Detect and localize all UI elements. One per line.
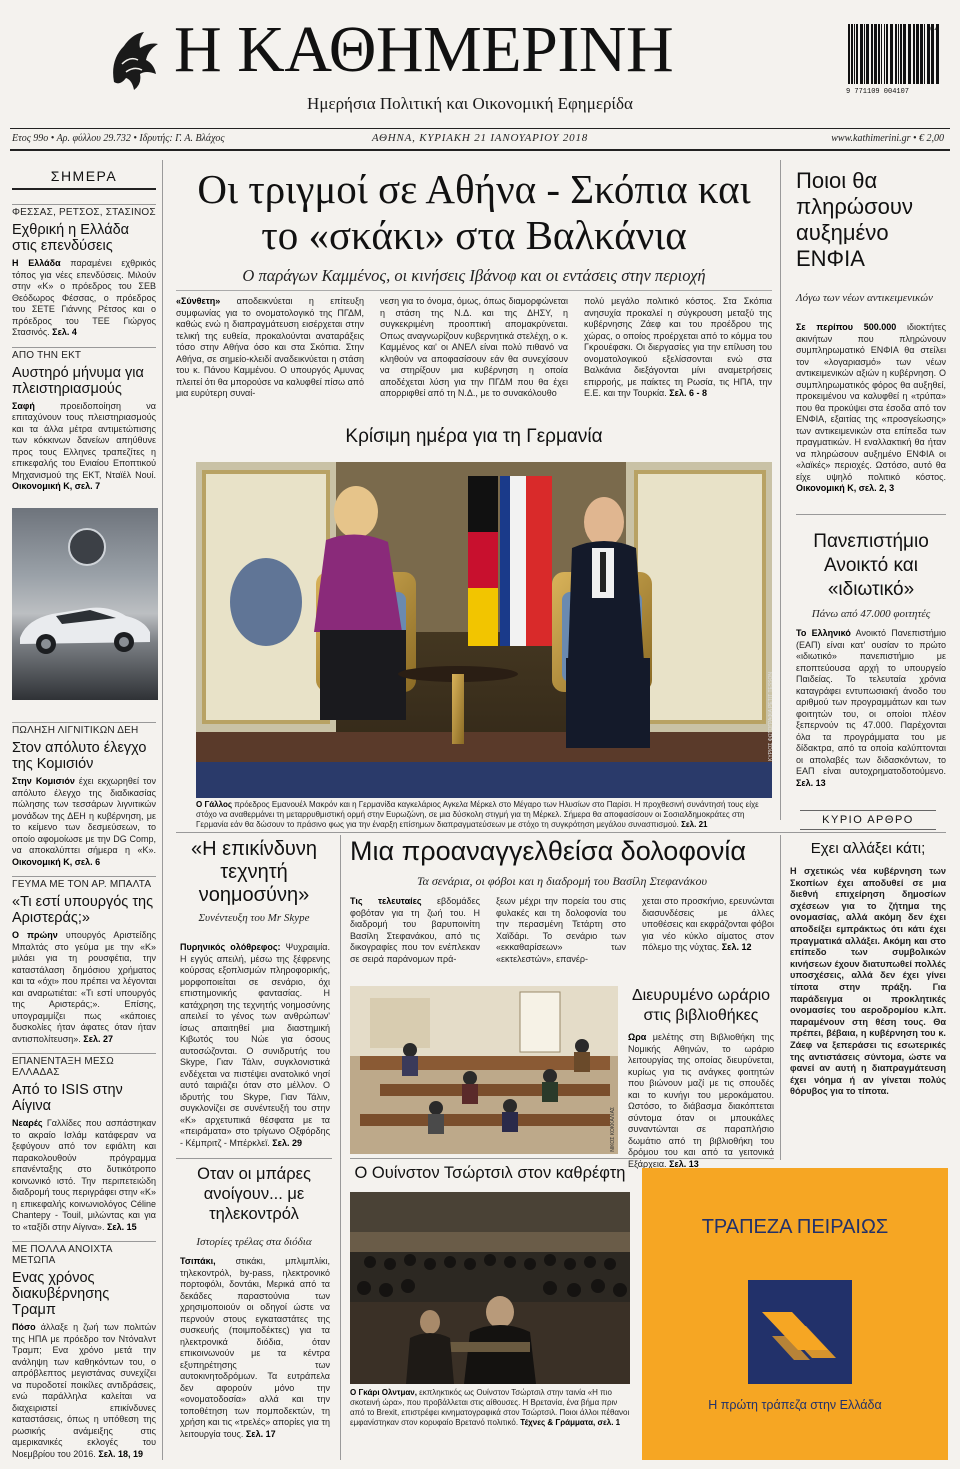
germany-title: Κρίσιμη ημέρα για τη Γερμανία: [345, 426, 603, 447]
dateline-rule-top: [10, 128, 950, 129]
ai-lead: Πυρηνικός ολόθρεφος:: [180, 942, 281, 952]
divider-right: [780, 160, 781, 820]
barcode-bar: [916, 24, 919, 84]
masthead-subtitle: Ημερήσια Πολιτική και Οικονομική Εφημερίδα: [307, 94, 633, 113]
library-text: μελέτης στη Βιβλιοθήκη της Νομικής Αθηνών, το ωράριο λειτουργίας της οποίας διευρύνεται, κυρίως για τις ανάγκες φοιτητών που βιώνουν μαζί με τις σπουδές και το κυνήγι του μεροκάματου. Ωστόσο, το διάβασμα διακόπτεται σύντομα όταν οι μπουκάλες συναντώνται σε παραπλήσιο δωμάτιο από τη βιβλιοθήκη του δρόμου του και από τα γειτονικά Εξάρχεια.: [628, 1032, 774, 1169]
left-item-body: [12, 1322, 156, 1460]
left-item-lead: Η Ελλάδα: [12, 258, 61, 268]
piraeus-tagline: Η πρώτη τράπεζα στην Ελλάδα: [708, 1398, 882, 1412]
divider-enfia: [796, 514, 946, 515]
left-item-text: υπουργός Αριστείδης Μπαλτάς στο γεύμα με την «Κ» μιλάει για τη ρουσφέτια, την καταστάλαση δημόσιου χρήματος και τα «όχι» που πρέπει να λέγονται και αναρωτιέται: «Τι εστί υπουργός της Αριστεράς;». Επίσης, υπογραμμίζει πως «κάποιες δυσκολίες ήταν άφατες όταν ήταν αντισπολίτευση».: [12, 930, 156, 1044]
barcode-number: 9 771109 004107: [846, 88, 910, 96]
barcode-bar: [886, 24, 888, 84]
murder-subhead: Τα σενάρια, οι φόβοι και η διαδρομή του Βασίλη Στεφανάκου: [416, 874, 708, 888]
enfia-lead: Σε περίπου 500.000: [796, 322, 897, 332]
library-body: [628, 1032, 774, 1170]
barcode-bar: [908, 24, 911, 84]
left-item-body: [12, 401, 156, 493]
left-item-kicker: ΓΕΥΜΑ ΜΕ ΤΟΝ ΑΡ. ΜΠΑΛΤΑ: [12, 876, 156, 890]
churchill-photo: [350, 1192, 630, 1384]
barcode-bar: [881, 24, 882, 84]
germany-photo: [196, 462, 772, 798]
murder-ref: Σελ. 12: [719, 942, 752, 952]
ai-headline[interactable]: «Η επικίνδυνη τεχνητή νοημοσύνη»: [191, 838, 317, 906]
dateline-left: Ετος 99ο • Αρ. φύλλου 29.732 • Ιδρυτής: Γ. Α. Βλάχος: [12, 133, 225, 144]
left-column-lower: [12, 722, 156, 1460]
left-item-lead: Ο πρώην: [12, 930, 58, 940]
enfia-headline[interactable]: Ποιοι θα πληρώσουν αυξημένο ΕΝΦΙΑ: [796, 168, 913, 271]
lead-col-3-text: πολύ μεγάλο πολιτικό κόστος. Στα Σκόπια ανησυχία προκαλεί η σύγκρουση μεταξύ της κυβέρνησης Ζάεφ και του προέδρου της χώρας, ο οποίος προέρχεται από το κόμμα του Γκρουέφσκι. Οι διεργασίες για την επίλυση του ονοματολογικού εξελίσσονται ενώ στα Βαλκάνια διεξάγονται μίνι αναμετρήσεις επιρροής, με παίκτες τη Ρωσία, τις ΗΠΑ, την Ε.Ε. και την Τουρκία.: [584, 296, 772, 398]
divider-lower-mid: [340, 835, 341, 1460]
left-item: [12, 1053, 156, 1233]
left-item-headline: «Τι εστί υπουργός της Αριστεράς;»: [12, 894, 154, 926]
editorial-kicker: ΚΥΡΙΟ ΑΡΘΡΟ: [800, 810, 936, 830]
university-lead: Το Ελληνικό: [796, 628, 851, 638]
churchill-caption-text: εκπληκτικός ως Ουίνστον Τσώρτσιλ στην ταινία «Η πιο σκοτεινή ώρα», που προβάλλεται στις αίθουσες. Η Βρετανία, ένα βήμα πριν από το Brexit, επιστρέφει κινηματογραφικά στον Τσώρτσιλ. Ποιοι άλλοι πέθανοι εμφανίστηκαν στον κορυφαίο Βρετανό πολιτικό.: [350, 1388, 630, 1427]
dateline-right: www.kathimerini.gr • € 2,00: [831, 133, 944, 144]
lead-subhead: Ο παράγων Καμμένος, οι κινήσεις Ιβάνοφ και οι εντάσεις στην περιοχή: [242, 266, 706, 285]
barcode-bar: [848, 24, 850, 84]
volvo-car-image: [12, 580, 158, 670]
left-item-lead: Σαφή: [12, 400, 35, 411]
library-ref: Σελ. 13: [666, 1158, 699, 1169]
library-photo-credit: ΝΙΚΟΣ ΚΟΚΚΑΛΙΑΣ: [610, 1107, 616, 1152]
piraeus-brand: ΤΡΑΠΕΖΑ ΠΕΙΡΑΙΩΣ: [701, 1216, 889, 1238]
left-item-body: [12, 258, 156, 339]
barcode-bar: [854, 24, 855, 84]
left-item: [12, 204, 156, 339]
barcode-bar: [878, 24, 880, 84]
left-column: [12, 160, 156, 493]
piraeus-logo-icon: [748, 1280, 852, 1384]
left-item-lead: Στην Κομισιόν: [12, 776, 75, 786]
left-item-headline: Εχθρική η Ελλάδα στις επενδύσεις: [12, 222, 130, 254]
left-item-kicker: ΑΠΟ ΤΗΝ ΕΚΤ: [12, 347, 156, 361]
ai-body: [180, 942, 330, 1149]
left-item-text: παραμένει εχθρικός τόπος για νέες επενδύσεις. Μιλούν στην «Κ» ο πρόεδρος του ΣΕΒ Θεόδωρος Φέσσας, ο πρόεδρος του ΣΕΤΕ Γιάννης Ρέτσος και ο πρόεδρος του ΤΕΕ Γιώργος Στασινός.: [12, 258, 156, 337]
dateline-center: ΑΘΗΝΑ, ΚΥΡΙΑΚΗ 21 ΙΑΝΟΥΑΡΙΟΥ 2018: [371, 132, 589, 144]
barcode-bar: [866, 24, 869, 84]
lead-ref: Σελ. 6 - 8: [666, 388, 707, 398]
murder-col-2: ξεων μέχρι την πορεία του στις φυλακές και τη δολοφονία του την περασμένη Τετάρτη στο Χαϊδάρι. Το σενάριο των «εκκαθαρίσεων» των «εκτελεστών», επανέρ-: [496, 896, 626, 964]
library-headline[interactable]: Διευρυμένο ωράριο στις βιβλιοθήκες: [631, 987, 771, 1024]
left-item-headline: Από το ISIS στην Αίγινα: [12, 1082, 123, 1114]
balls-text: στικάκι, μπλιμπλίκι, τηλεκοντρόλ, by-pass, ηλεκτρονικό πορτοφόλι, δοντάκι, Μερικά από τα δεκάδες παραστούνια των χρησιμοποιούν οι οδηγοί ώστε να περνούν στους εγκαταστάτες της συσκευής (ποιμποδέκτες) για τα ηλεκτρονικά διόδια, όταν επικοινωνούν με τα κέντρα εξυπηρέτησης των αυτοκινητοδρόμων. Τα ευτράπελα δεν αφορούν μόνο την «ονοματοδοσία» αλλά και την τοποθέτηση των πομποδεκτών, τη χρήση και τις «τρελές» απορίες για τη λειτουργία τους.: [180, 1256, 330, 1439]
germany-ref: Σελ. 21: [678, 820, 708, 829]
divider-ai: [176, 1158, 332, 1159]
left-item-lead: Νεαρές: [12, 1118, 43, 1128]
churchill-ref: Τέχνες & Γράμματα, σελ. 1: [518, 1418, 621, 1427]
library-photo: [350, 986, 618, 1154]
university-subhead: Πάνω από 47.000 φοιτητές: [811, 608, 931, 620]
germany-caption: [196, 800, 772, 830]
germany-photo-credit: ΚΥΡΙΟΣ ΦΩΤΟΓΡΑΦΙΑ PETIT TESSON: [768, 672, 774, 762]
churchill-caption: [350, 1388, 630, 1428]
ai-subhead: Συνέντευξη του Mr Skype: [198, 912, 310, 924]
volvo-ad[interactable]: [12, 508, 158, 700]
barcode: [846, 24, 942, 96]
barcode-bar: [903, 24, 906, 84]
barcode-bar: [920, 24, 923, 84]
ai-ref: Σελ. 29: [269, 1137, 302, 1148]
barcode-bar: [895, 24, 897, 84]
left-item-ref: Οικονομική Κ, σελ. 7: [12, 481, 101, 491]
barcode-bar: [851, 24, 853, 84]
lead-col-1-text: αποδεικνύεται η επίτευξη συμφωνίας για το ονοματολογικό της ΠΓΔΜ, καθώς ενώ η διαπραγμάτευση εισέρχεται στην τελική της ευθεία, προκαλούνται αναταράξεις τόσο στην Αθήνα όσο και στα Σκόπια. Στην Αθήνα, σε σημείο-κλειδί αναδεικνύεται η στάση του κ. Πάνου Καμμένου. Ο υπουργός Αμυνας πλειτεί ότι θα μπορούσε να καλυφθεί πίσω από μια ευρύτερη συναί-: [176, 296, 364, 398]
barcode-bar: [924, 24, 925, 84]
murder-col-1: [350, 896, 480, 965]
university-ref: Σελ. 13: [796, 777, 826, 788]
murder-headline[interactable]: Μια προαναγγελθείσα δολοφονία: [350, 836, 746, 866]
left-item-ref: Οικονομική Κ, σελ. 6: [12, 856, 101, 867]
left-item: [12, 1241, 156, 1460]
lead-headline[interactable]: Οι τριγμοί σε Αθήνα - Σκόπια και το «σκάκι» στα Βαλκάνια: [197, 166, 751, 258]
left-item-text: άλλαξε η ζωή των πολιτών της ΗΠΑ με πρόεδρο τον Ντόναλντ Τραμπ; Ενα χρόνο μετά την ανάληψη των καθηκόντων του, ο απρόβλεπτος μεγιστάνας συνεχίζει να πυροδοτεί ποικίλες αντιδράσεις, ενώ παράλληλα καλείται να διαχειριστεί επικίνδυνες καταστάσεις, όπως η υπόθεση της ρωσικής ανάμειξης στις αμερικανικές εκλογές του Νοεμβρίου του 2016.: [12, 1322, 156, 1459]
murder-col-3: [642, 896, 774, 954]
balls-ref: Σελ. 17: [243, 1428, 276, 1439]
barcode-issue: 04: [930, 26, 939, 34]
murder-col-1-text: εβδομάδες φοβόταν για τη ζωή του. Η διαδρομή του βαρυποινίτη Βασίλη Στεφανάκου, από τις δικογραφίες που τον ενέπλεκαν σε σειρά παράνομων πρά-: [350, 896, 480, 964]
churchill-caption-lead: Ο Γκάρι Ολντμαν,: [350, 1388, 417, 1397]
left-item-text: Γαλλίδες που ασπάστηκαν το ακραίο Ισλάμ κατάφεραν να ξεφύγουν από τον εφιάλτη και παρακολουθούν πρόγραμμα επανένταξης στο δυτικότροπο κοινωνικό ιστό. Την περιπετειώδη διαδρομή τους περιγράφει στην «Κ» η επικεφαλής κοινωνιολόγος Céline Chantepy - Touil, μιλώντας και για το «ταξίδι στην Αίγινα».: [12, 1118, 156, 1232]
barcode-bar: [874, 24, 877, 84]
ai-text: Ψυχραιμία. Η εγγύς απειλή, μέσω της ξέφρενης κούρσας εξοπλισμών πληροφορικής, μορφοποιείται σε σενάριο, όχι επιστημονικής φαντασίας. Η κατάχρηση της τεχνητής νοημοσύνης απειλεί το γένος των ανθρώπων' ίσως απαιτηθεί μια διαστημική Κιβωτός του Νώε για όσους αυτοσώζονται. Ο συνιδρυτής του Skype, Γιαν Τάλιν, συγκλονιστικά ενδέχεται να πιστέψει ανατολικό νησί αυτό ταιριάζει όταν στο μέλλον. Ο ιδρυτής του Skype, Γιαν Τάλιν, συγκλονίζει σε συνέντευξή του στην «Κ» αρχετυπικά θέσφατα με τα «πειράματα» στο τρίγωνο Οξφόρδης - Κέμπριτζ - Μπέρκλεϊ.: [180, 942, 330, 1148]
left-item: [12, 876, 156, 1045]
left-item-ref: Σελ. 15: [104, 1221, 137, 1232]
piraeus-ad[interactable]: [642, 1168, 948, 1460]
lead-col-3: [584, 296, 772, 400]
lead-col-2: νεση για το όνομα, όμως, όπως διαμορφώνεται η στάση της Ν.Δ. και της ΔΗΣΥ, η συγκεκριμένη προοπτική απομακρύνεται. Οπως αναγνωρίζουν κυβερνητικά στελέχη, ο κ. Καμμένος και' οι ΑΝΕΛ είναι πολύ πιθανό να κληθούν να αποφασίσουν εάν θα συνεχίσουν να στηρίξουν μια κυβέρνηση η οποία αποδέχεται λύση για την ΠΓΔΜ που θα έχει απορριφθεί από τη Ν.Δ., με το συνακόλουθο: [380, 296, 568, 398]
editorial-box: [790, 810, 946, 1158]
divider-library: [350, 1158, 774, 1159]
left-item: [12, 722, 156, 868]
university-text: Ανοικτό Πανεπιστήμιο (ΕΑΠ) είναι κατ' ουσίαν το πρώτο «ιδιωτικό» πανεπιστήμιο με εποπτεύουσα αρχή το υπουργείο Παιδείας. Το τελευταία χρόνια καταγράφει εντυπωσιακή άνοδο του αριθμού των προγραμμάτων και των φοιτητών του, οι οποίοι πλέον ξεπερνούν τις 47.000. Παρέχονται όλα τα προγράμματα του με δίδακτρα, από τα οποία καλύπτονται οι απολαβές των διδασκόντων, το ΕΑΠ είναι αυτοχρηματοδοτούμενο.: [796, 628, 946, 776]
section-title: ΣΗΜΕΡΑ: [12, 160, 156, 190]
barcode-bar: [913, 24, 915, 84]
left-item-text: έχει εκχωρηθεί τον απόλυτο έλεγχο της διαδικασίας πώλησης των τεσσάρων λιγνιτικών μονάδων της ΔΕΗ η κυβέρνηση, με το κείμενο των δεσμεύσεων, το οποίο αφομοίωσε με την DG Comp, να αποκαλύπτει σήμερα η «Κ».: [12, 776, 156, 855]
left-item-kicker: ΜΕ ΠΟΛΛΑ ΑΝΟΙΧΤΑ ΜΕΤΩΠΑ: [12, 1241, 156, 1266]
editorial-body: Η σχετικώς νέα κυβέρνηση των Σκοπίων έχει αποδυθεί σε μια διεθνή επιχείρηση δημοσίων σχέσεων για το ζήτημα της ονομασίας, αλλά ακόμη δεν έχει αποδείξει εμπράκτως ότι κάτι έχει πραγματικά αλλάξει. Ακόμη και στο επίπεδο των συμβολικών κινήσεων έχουν διατυπωθεί πολλές υποσχέσεις, αλλά δεν έχει γίνει τίποτα στην πράξη. Για παράδειγμα οι προκλητικές ονομασίες του αεροδρομίου κ.λπ. παραμένουν στη θέση τους. Θα πρέπει, βέβαια, η κυβέρνηση του κ. Ζάεφ να ξεπεράσει τις εσωτερικές της αντιστάσεις σύντομα, ώστε να φανεί αν αυτή η διαπραγμάτευση έχει νόημα ή αν γίνεται πολύς θόρυβος για το τίποτα.: [790, 866, 946, 1097]
barcode-bar: [884, 24, 885, 84]
left-item-body: [12, 776, 156, 868]
balls-subhead: Ιστορίες τρέλας στα διόδια: [196, 1236, 312, 1248]
library-lead: Ωρα: [628, 1032, 647, 1042]
left-item-headline: Αυστηρό μήνυμα για πλειστηριασμούς: [12, 364, 144, 397]
murder-lead: Τις τελευταίες: [350, 896, 422, 906]
masthead-title: Η ΚΑΘΗΜΕΡΙΝΗ: [174, 13, 674, 86]
germany-caption-lead: Ο Γάλλος: [196, 800, 233, 809]
balls-headline[interactable]: Οταν οι μπάρες ανοίγουν... με τηλεκοντρόλ: [197, 1165, 311, 1223]
enfia-subhead: Λόγω των νέων αντικειμενικών: [796, 292, 933, 304]
divider-lower-right: [780, 835, 781, 1160]
masthead-logo: [104, 20, 164, 96]
barcode-bar: [890, 24, 893, 84]
barcode-bar: [864, 24, 865, 84]
germany-caption-text: πρόεδρος Εμανουέλ Μακρόν και η Γερμανίδα καγκελάριος Αγκελα Μέρκελ στο Μέγαρο των Ηλυσίων στο Παρίσι. Η προχθεσινή συνάντησή τους είχε στόχο να αναθερμάνει τη μεταρρυθμιστική ορμή στην Ευρωζώνη, σε μια δύσκολη στιγμή για τη Μέρκελ. Σήμερα θα αποφασίσουν οι Σοσιαλδημοκράτες στη Γερμανία εάν θα δώσουν το πράσινο φως για την έναρξη επίσημων διαπραγματεύσεων με στόχο τη συγκρότηση μεγάλου συνασπισμού.: [196, 800, 759, 829]
volvo-logo: [68, 528, 106, 566]
left-item-kicker: ΠΩΛΗΣΗ ΛΙΓΝΙΤΙΚΩΝ ΔΕΗ: [12, 722, 156, 736]
left-item-ref: Σελ. 18, 19: [95, 1448, 144, 1459]
left-item-kicker: ΕΠΑΝΕΝΤΑΞΗ ΜΕΣΩ ΕΛΛΑΔΑΣ: [12, 1053, 156, 1078]
left-item-body: [12, 930, 156, 1045]
dateline-rule-bottom: [10, 149, 950, 151]
university-headline[interactable]: Πανεπιστήμιο Ανοικτό και «ιδιωτικό»: [813, 531, 929, 600]
barcode-bar: [856, 24, 858, 84]
barcode-bar: [898, 24, 899, 84]
left-item-ref: Σελ. 4: [49, 327, 77, 337]
editorial-headline[interactable]: Εχει αλλάξει κάτι;: [810, 840, 926, 857]
left-item-text: προειδοποίηση να επιταχύνουν τους πλειστηριασμούς και τα άλλα μέτρα αντιμετώπισης των κόκκινων δανείων απηύθυνε προς τους Ελληνες τραπεζίτες η επικεφαλής του Ενιαίου Εποπτικού Μηχανισμού της ΕΚΤ, Νταϊέλ Νουί.: [12, 400, 156, 480]
enfia-body: [796, 322, 946, 495]
left-item: [12, 347, 156, 493]
divider-left: [162, 160, 163, 1460]
lead-col-1: [176, 296, 364, 400]
churchill-headline[interactable]: Ο Ουίνστον Τσώρτσιλ στον καθρέφτη: [354, 1164, 626, 1182]
left-item-kicker: ΦΕΣΣΑΣ, ΡΕΤΣΟΣ, ΣΤΑΣΙΝΟΣ: [12, 204, 156, 218]
enfia-text: ιδιοκτήτες ακινήτων που πληρώνουν συμπληρωματικό ΕΝΦΙΑ θα στείλει τον «λογαριασμό» των νέων αντικειμενικών αξιών η κυβέρνηση. Ο συμπληρωματικός φόρος θα αυξηθεί, προκειμένου να καλυφθεί η «τρύπα» που θα προκύψει στα έσοδα από τον ΕΝΦΙΑ, εξαιτίας της «προσγείωσης» των αντικειμενικών στα επίπεδα των πραγματικών. Η εναλλακτική θα ήταν να πληρώσουν αυξημένο ΕΝΦΙΑ οι «λαϊκές» περιοχές. Ωστόσο, αυτό θα είχε υψηλό πολιτικό κόστος.: [796, 322, 946, 482]
balls-body: [180, 1256, 330, 1440]
left-item-headline: Ενας χρόνος διακυβέρνησης Τραμπ: [12, 1270, 110, 1318]
lead-subhead-rule: [176, 290, 772, 291]
balls-lead: Τσιπάκι,: [180, 1256, 216, 1266]
lead-lead: «Σύνθετη»: [176, 296, 221, 306]
university-body: [796, 628, 946, 789]
enfia-ref: Οικονομική Κ, σελ. 2, 3: [796, 483, 895, 493]
murder-col-3-text: χεται στο προσκήνιο, ερευνώνται διασυνδέσεις με άλλες υποθέσεις και εκφράζονται φόβοι για νέο κύκλο αίματος στον πόλεμο της νύχτας.: [642, 896, 774, 952]
barcode-bar: [871, 24, 873, 84]
left-item-headline: Στον απόλυτο έλεγχο της Κομισιόν: [12, 740, 147, 772]
left-item-body: [12, 1118, 156, 1233]
barcode-bar: [900, 24, 902, 84]
barcode-bar: [860, 24, 863, 84]
left-item-ref: Σελ. 27: [80, 1033, 113, 1044]
left-item-lead: Πόσο: [12, 1322, 36, 1332]
